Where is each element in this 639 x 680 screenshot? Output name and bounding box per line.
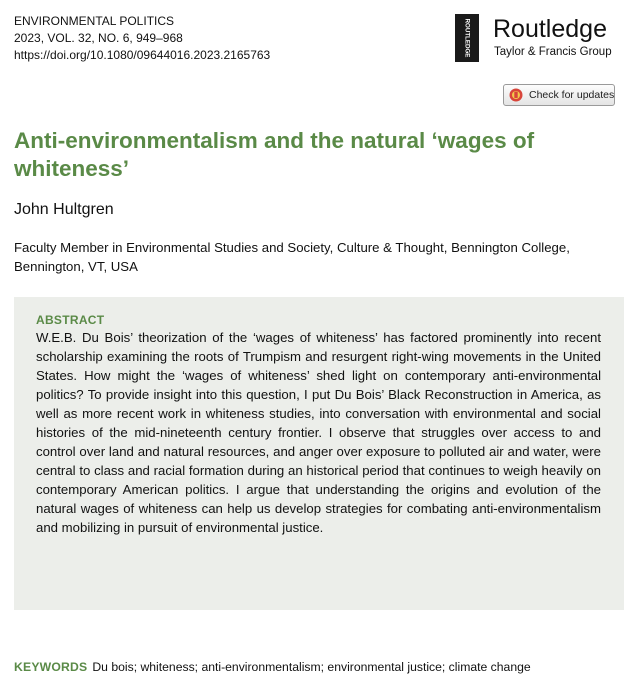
keywords-label: KEYWORDS <box>14 660 88 674</box>
volume-info: 2023, VOL. 32, NO. 6, 949–968 <box>14 31 183 45</box>
publisher-logo <box>455 12 625 64</box>
publisher-name: Routledge <box>493 15 607 43</box>
article-title: Anti-environmentalism and the natural ‘wages of whiteness’ <box>14 128 535 181</box>
publisher-subtitle: Taylor & Francis Group <box>494 46 612 58</box>
check-for-updates-label: Check for updates <box>529 89 615 101</box>
publisher-mark-text: ROUTLEDGE <box>463 18 471 58</box>
doi-link[interactable]: https://doi.org/10.1080/09644016.2023.2165763 <box>14 48 271 62</box>
author-affiliation: Faculty Member in Environmental Studies and Society, Culture & Thought, Bennington College, Bennington, VT, USA <box>14 240 570 274</box>
author-name[interactable]: John Hultgren <box>14 201 114 218</box>
journal-name: ENVIRONMENTAL POLITICS <box>14 14 175 28</box>
abstract-section <box>14 297 624 610</box>
check-for-updates-button[interactable] <box>503 84 615 106</box>
abstract-heading: ABSTRACT <box>36 313 105 327</box>
keywords-line <box>14 659 531 675</box>
keywords-text: Du bois; whiteness; anti-environmentalism; environmental justice; climate change <box>92 660 531 674</box>
abstract-text: W.E.B. Du Bois’ theorization of the ‘wages of whiteness’ has factored prominently into recent scholarship examining the roots of Trumpism and resurgent right-wing movements in the United States. How might the ‘wages of whiteness’ shed light on contemporary anti-environmental politics? To provide insight into this question, I put Du Bois’ Black Reconstruction in America, as well as more recent work in whiteness studies, into conversation with environmental and social histories of the mid-nineteenth century frontier. I observe that struggles over access to and control over land and natural resources, and anger over exposure to polluted air and water, were central to class and racial formation during an historical period that continues to weigh heavily on contemporary American politics. I argue that understanding the origins and evolution of the natural wages of whiteness can help us develop strategies for combating anti-environmentalism and mobilizing in pursuit of environmental justice. <box>36 330 601 535</box>
crossmark-icon <box>509 88 523 102</box>
routledge-mark-icon <box>455 14 479 62</box>
journal-meta <box>14 13 270 64</box>
